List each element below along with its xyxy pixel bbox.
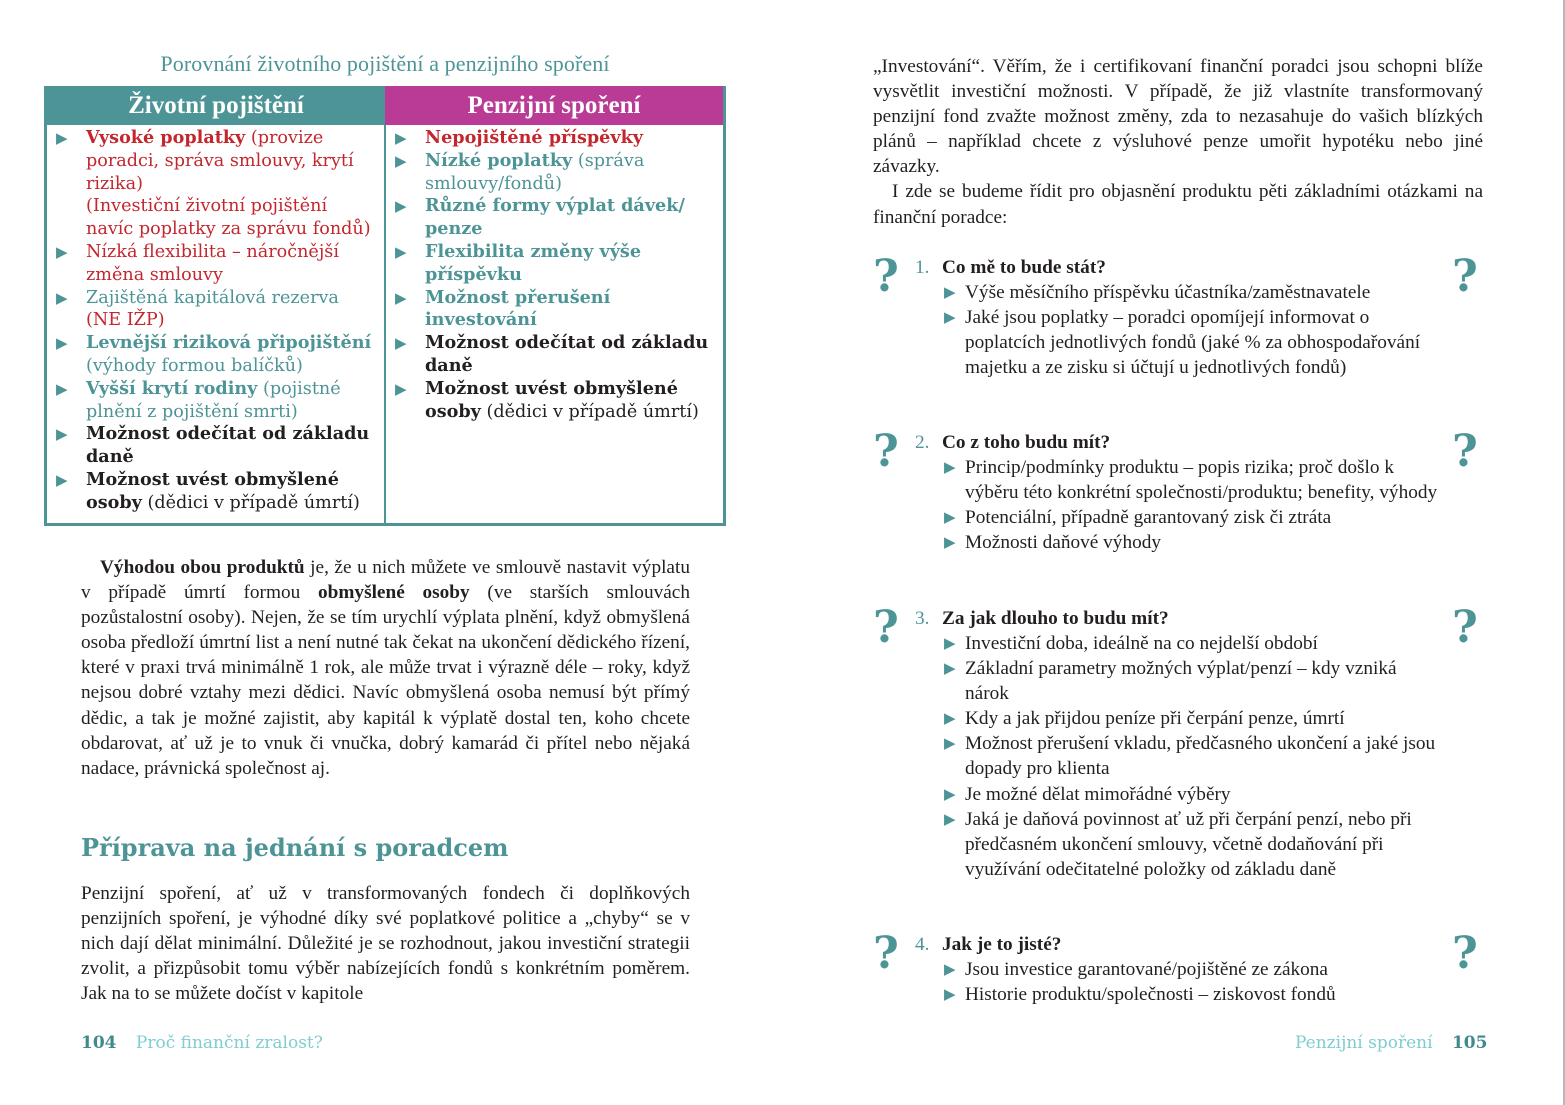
question-title: Co mě to bude stát? <box>942 257 1106 278</box>
list-item-text: Možnost přerušení vkladu, předčasného ukončení a jaké jsou dopady pro klienta <box>965 733 1436 780</box>
table-caption: Porovnání životního pojištění a penzijního spoření <box>160 51 610 76</box>
question-mark-icon: ? <box>1452 602 1478 653</box>
triangle-bullet-icon: ▶ <box>944 659 956 678</box>
triangle-bullet-icon: ▶ <box>395 379 407 398</box>
question-number: 2. <box>915 432 930 453</box>
triangle-bullet-icon: ▶ <box>56 129 68 147</box>
question-number: 3. <box>915 608 930 629</box>
triangle-bullet-icon: ▶ <box>56 334 68 353</box>
list-item-text: Jsou investice garantované/pojištěné ze zákona <box>965 959 1328 980</box>
list-item <box>944 305 1444 380</box>
comparison-item <box>53 423 378 469</box>
list-item-text: Kdy a jak přijdou peníze při čerpání penze, úmrtí <box>965 708 1345 730</box>
question-number: 4. <box>915 934 930 955</box>
question-sub-list <box>944 280 1444 380</box>
list-item-text: Výše měsíčního příspěvku účastníka/zaměstnavatele <box>965 282 1371 303</box>
triangle-bullet-icon: ▶ <box>56 379 68 398</box>
list-item-text: Potenciální, případně garantovaný zisk či ztráta <box>965 507 1332 529</box>
bold-text: Výhodou obou produktů <box>100 557 305 578</box>
comparison-item <box>392 150 717 196</box>
question-title: Jak je to jisté? <box>942 934 1062 955</box>
paragraph-preparation: Penzijní spoření, ať už v transformovaných fondech či doplňkových penzijních spoření, je výhodné díky své poplatkové politice a „chyby“ se v nich dají dělat minimální. Důležité je se rozhodnout, jakou investiční strategii zvolit, a přizpůsobit tomu výběr nabízejících fondů s konkrétním poměrem. Jak na to se můžete dočíst v kapitole <box>81 883 690 1005</box>
question-mark-icon: ? <box>873 251 899 302</box>
question-title-row <box>915 430 1110 455</box>
header-pension-savings: Penzijní spoření <box>385 86 723 125</box>
list-item <box>944 807 1444 882</box>
triangle-bullet-icon: ▶ <box>395 288 407 307</box>
comparison-item <box>392 195 717 241</box>
list-item-text: Princip/podmínky produktu – popis rizika; proč došlo k výběru této konkrétní společnosti/produktu; benefity, výhody <box>965 457 1438 504</box>
comparison-item-text: Nízká flexibilita – náročnější změna smlouvy <box>86 241 339 285</box>
triangle-bullet-icon: ▶ <box>944 734 956 753</box>
list-item-text: Investiční doba, ideálně na co nejdelší období <box>965 633 1318 654</box>
triangle-bullet-icon: ▶ <box>944 283 956 301</box>
page-number: 105 <box>1451 1033 1488 1053</box>
question-title: Co z toho budu mít? <box>942 432 1111 453</box>
table-body <box>47 125 723 523</box>
triangle-bullet-icon: ▶ <box>944 784 956 803</box>
section-heading: Příprava na jednání s poradcem <box>81 833 509 862</box>
comparison-item <box>53 378 378 424</box>
triangle-bullet-icon: ▶ <box>395 129 407 147</box>
list-item-text: Historie produktu/společnosti – ziskovost fondů <box>965 984 1336 1006</box>
comparison-item-text: Možnost odečítat od základu daně <box>425 332 709 376</box>
comparison-item-text: Vysoké poplatky (provize poradci, správa smlouvy, krytí rizika) (Investiční životní pojištění navíc poplatky za správu fondů) <box>86 127 371 240</box>
comparison-item-text: Možnost uvést obmyšlené osoby (dědici v případě úmrtí) <box>86 468 360 513</box>
triangle-bullet-icon: ▶ <box>56 425 68 444</box>
list-item <box>944 731 1444 781</box>
comparison-item <box>392 127 717 150</box>
comparison-item-text: Flexibilita změny výše příspěvku <box>425 240 642 285</box>
column-life-insurance <box>47 125 386 523</box>
paragraph-benefits: Výhodou obou produktů je, že u nich můžete ve smlouvě nastavit výplatu v případě úmrtí formou obmyšlené osoby (ve starších smlouvách pozůstalostní osoby). Nejen, že se tím urychlí výplata plnění, když obmyšlená osoba předloží úmrtní list a není nutné tak čekat na ukončení dědického řízení, které v praxi trvá minimálně 1 rok, ale může trvat i výrazně déle – roky, když nejsou dobré vztahy mezi dědici. Navíc obmyšlená osoba nemusí být přímý dědic, a tak je možné zajistit, aby kapitál k výplatě dostal ten, koho chcete obdarovat, ať už je to vnuk či vnučka, dobrý kamarád či přítel nebo nějaká nadace, právnická společnost aj. <box>81 557 690 779</box>
folio-left <box>81 1033 323 1053</box>
header-life-insurance: Životní pojištění <box>47 86 385 125</box>
list-item <box>944 530 1444 555</box>
comparison-item <box>53 332 378 378</box>
triangle-bullet-icon: ▶ <box>944 634 956 652</box>
question-title-row <box>915 932 1061 957</box>
left-page <box>0 0 780 1105</box>
triangle-bullet-icon: ▶ <box>944 809 956 828</box>
triangle-bullet-icon: ▶ <box>944 458 956 476</box>
question-title: Za jak dlouho to budu mít? <box>942 608 1169 629</box>
comparison-item <box>392 241 717 287</box>
folio-right <box>1295 1033 1487 1053</box>
list-item <box>944 706 1444 731</box>
triangle-bullet-icon: ▶ <box>395 151 407 170</box>
question-mark-icon: ? <box>873 426 899 477</box>
triangle-bullet-icon: ▶ <box>944 533 956 552</box>
comparison-item-text: Možnost přerušení investování <box>425 286 611 331</box>
question-mark-icon: ? <box>873 602 899 653</box>
comparison-item <box>392 378 717 424</box>
question-mark-icon: ? <box>873 928 899 979</box>
comparison-table <box>44 86 726 526</box>
comparison-item-text: Levnější riziková připojištění (výhody formou balíčků) <box>86 332 372 376</box>
table-header <box>47 86 723 125</box>
question-number: 1. <box>915 257 930 278</box>
running-title: Proč finanční zralost? <box>135 1033 323 1053</box>
question-sub-list <box>944 455 1444 555</box>
list-item-text: Základní parametry možných výplat/penzí – kdy vzniká nárok <box>965 658 1397 705</box>
comparison-item-text: Možnost odečítat od základu daně <box>86 423 370 468</box>
page-number: 104 <box>81 1033 117 1053</box>
question-sub-list <box>944 957 1444 1007</box>
triangle-bullet-icon: ▶ <box>395 197 407 216</box>
list-item-text: Možnosti daňové výhody <box>965 532 1162 554</box>
comparison-item-text: Různé formy výplat dávek/ penze <box>425 195 685 240</box>
list-item-text: Jaká je daňová povinnost ať už při čerpání penzí, nebo při předčasném ukončení smlouvy, včetně dodaňování při využívání odečitatelné položky od základu daně <box>965 808 1412 880</box>
comparison-item-text: Zajištěná kapitálová rezerva (NE IŽP) <box>86 287 339 331</box>
comparison-item <box>53 287 378 333</box>
list-item <box>944 982 1444 1007</box>
column-pension-savings <box>386 125 723 523</box>
comparison-item <box>53 241 378 287</box>
comparison-item-text: Možnost uvést obmyšlené osoby (dědici v případě úmrtí) <box>425 377 699 422</box>
paragraph-investing: „Investování“. Věřím, že i certifikovaní finanční poradci jsou schopni blíže vysvětlit investiční možnosti. V případě, že již vlastníte transformovaný penzijní fond zvažte možnost změny, zda to nezasahuje do vašich blízkých plánů – například chcete z výsluhové penze umořit hypotéku nebo jiné závazky. I zde se budeme řídit pro objasnění produktu pěti základními otázkami na finanční poradce: <box>873 56 1483 228</box>
list-item-text: Je možné dělat mimořádné výběry <box>965 783 1231 805</box>
list-item <box>944 782 1444 807</box>
list-item <box>944 505 1444 530</box>
triangle-bullet-icon: ▶ <box>944 960 956 978</box>
comparison-item <box>53 127 378 241</box>
question-title-row <box>915 606 1169 631</box>
triangle-bullet-icon: ▶ <box>56 288 68 307</box>
list-item <box>944 631 1444 656</box>
triangle-bullet-icon: ▶ <box>395 334 407 353</box>
question-sub-list <box>944 631 1444 882</box>
comparison-item-text: Nízké poplatky (správa smlouvy/fondů) <box>425 149 645 194</box>
bold-text: obmyšlené osoby <box>318 582 470 604</box>
comparison-item-text: Vyšší krytí rodiny (pojistné plnění z pojištění smrti) <box>86 377 341 422</box>
running-title: Penzijní spoření <box>1295 1033 1433 1053</box>
question-mark-icon: ? <box>1452 251 1478 302</box>
comparison-item <box>53 469 378 515</box>
triangle-bullet-icon: ▶ <box>944 508 956 527</box>
list-item <box>944 957 1444 982</box>
triangle-bullet-icon: ▶ <box>56 470 68 489</box>
list-item <box>944 280 1444 305</box>
list-item-text: Jaké jsou poplatky – poradci opomíjejí informovat o poplatcích jednotlivých fondů (jaké % za obhospodařování majetku a ze zisku si účtují u jednotlivých fondů) <box>965 307 1421 379</box>
question-title-row <box>915 255 1106 280</box>
comparison-item <box>392 332 717 378</box>
list-item <box>944 656 1444 706</box>
triangle-bullet-icon: ▶ <box>944 308 956 327</box>
question-mark-icon: ? <box>1452 928 1478 979</box>
triangle-bullet-icon: ▶ <box>395 242 407 261</box>
question-mark-icon: ? <box>1452 426 1478 477</box>
comparison-item <box>392 287 717 333</box>
comparison-item-text: Nepojištěné příspěvky <box>425 127 643 148</box>
list-item <box>944 455 1444 505</box>
triangle-bullet-icon: ▶ <box>56 242 68 261</box>
triangle-bullet-icon: ▶ <box>944 985 956 1004</box>
triangle-bullet-icon: ▶ <box>944 709 956 728</box>
